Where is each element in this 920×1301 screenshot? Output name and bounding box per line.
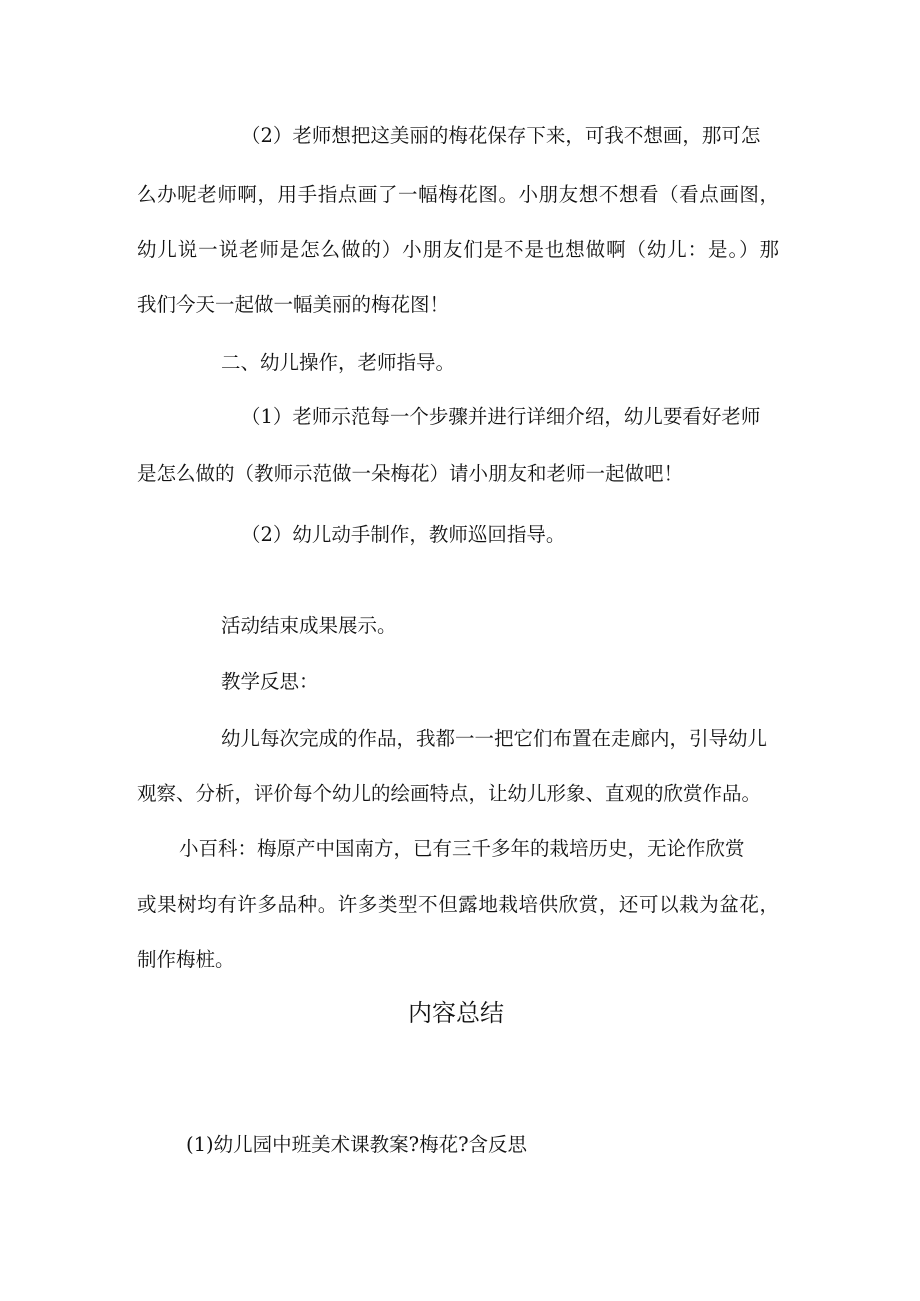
paragraph-2-line-4: 我们今天一起做一幅美丽的梅花图！	[137, 293, 450, 316]
paragraph-2-line-3: 幼儿说一说老师是怎么做的）小朋友们是不是也想做啊（幼儿：是。）那	[137, 238, 779, 261]
encyclopedia-line-1: 小百科：梅原产中国南方，已有三千多年的栽培历史，无论作欣赏	[179, 837, 745, 860]
activity-end: 活动结束成果展示。	[221, 614, 397, 637]
encyclopedia-line-2: 或果树均有许多品种。许多类型不但露地栽培供欣赏，还可以栽为盆花，	[137, 893, 779, 916]
reflection-line-2: 观察、分析，评价每个幼儿的绘画特点，让幼儿形象、直观的欣赏作品。	[137, 782, 762, 805]
step-1-line-2: 是怎么做的（教师示范做一朵梅花）请小朋友和老师一起做吧！	[137, 462, 684, 485]
section-two-heading: 二、幼儿操作，老师指导。	[221, 351, 456, 374]
summary-item-1: (1)幼儿园中班美术课教案?梅花?含反思	[186, 1133, 528, 1156]
paragraph-2-line-2: 么办呢老师啊，用手指点画了一幅梅花图。小朋友想不想看（看点画图，	[137, 183, 779, 206]
reflection-heading: 教学反思：	[221, 670, 319, 693]
reflection-line-1: 幼儿每次完成的作品，我都一一把它们布置在走廊内，引导幼儿	[221, 727, 768, 750]
encyclopedia-line-3: 制作梅桩。	[137, 948, 235, 971]
summary-title: 内容总结	[408, 999, 504, 1027]
step-1-line-1: （1）老师示范每一个步骤并进行详细介绍，幼儿要看好老师	[241, 405, 761, 428]
step-2: （2）幼儿动手制作，教师巡回指导。	[241, 523, 566, 546]
paragraph-2-line-1: （2）老师想把这美丽的梅花保存下来，可我不想画，那可怎	[241, 124, 761, 147]
